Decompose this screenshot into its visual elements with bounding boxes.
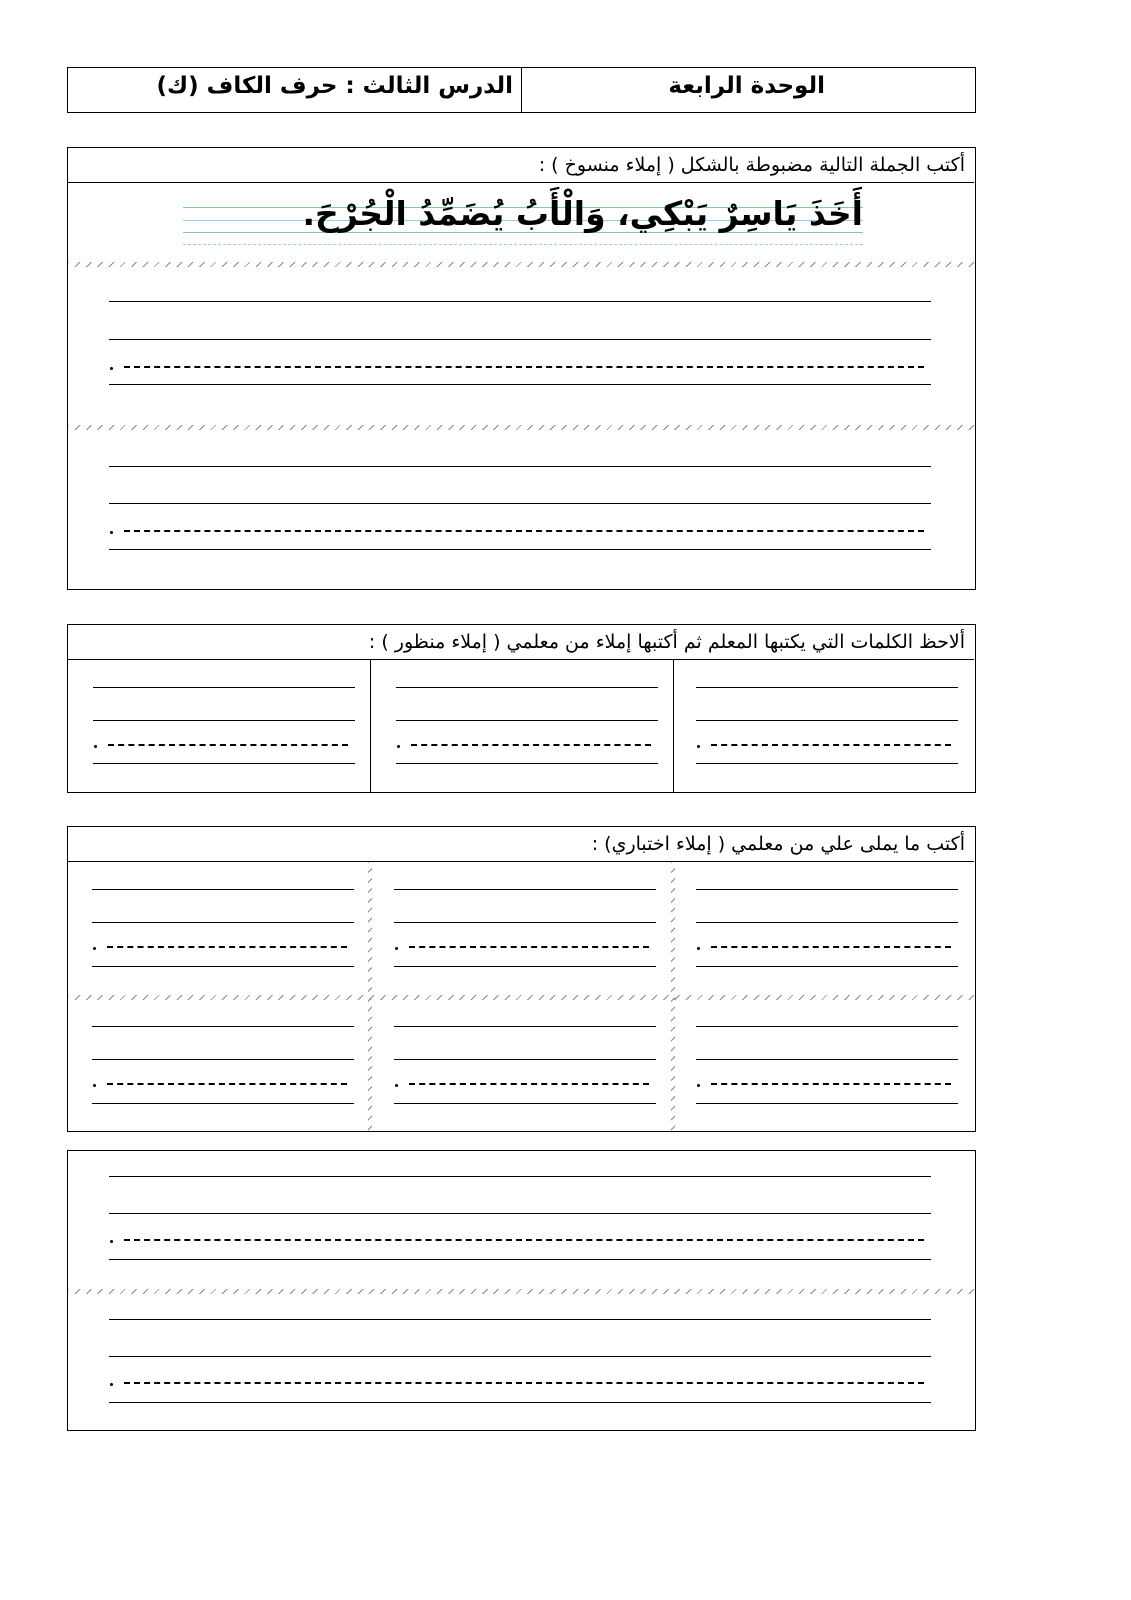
writing-line[interactable] <box>92 966 354 967</box>
instruction-divider <box>68 182 974 183</box>
writing-line[interactable] <box>109 1356 931 1357</box>
dashed-guide-line <box>409 946 649 948</box>
hatch-divider <box>68 262 974 267</box>
instruction-divider <box>68 659 974 660</box>
start-dot <box>94 745 97 748</box>
hatch-divider <box>68 425 974 430</box>
writing-line[interactable] <box>109 1402 931 1403</box>
writing-line[interactable] <box>696 720 958 721</box>
start-dot <box>697 1084 700 1087</box>
header-box <box>67 67 976 113</box>
dashed-guide-line <box>107 1083 347 1085</box>
writing-line[interactable] <box>696 1026 958 1027</box>
copy-dictation-instruction: أكتب الجملة التالية مضبوطة بالشكل ( إملاء منسوخ ) : <box>538 154 965 176</box>
start-dot <box>110 1240 113 1243</box>
writing-line[interactable] <box>109 1319 931 1320</box>
free-writing-section <box>67 1150 976 1431</box>
writing-line[interactable] <box>394 889 656 890</box>
start-dot <box>110 367 113 370</box>
writing-line[interactable] <box>696 922 958 923</box>
writing-line[interactable] <box>109 1259 931 1260</box>
observed-dictation-section <box>67 624 976 793</box>
start-dot <box>697 947 700 950</box>
writing-line[interactable] <box>109 301 931 302</box>
writing-line[interactable] <box>92 1059 354 1060</box>
writing-line[interactable] <box>109 384 931 385</box>
observed-dictation-instruction: ألاحظ الكلمات التي يكتبها المعلم ثم أكتبها إملاء من معلمي ( إملاء منظور ) : <box>368 631 965 653</box>
start-dot <box>93 947 96 950</box>
writing-line[interactable] <box>394 966 656 967</box>
writing-line[interactable] <box>92 1103 354 1104</box>
start-dot <box>395 1084 398 1087</box>
writing-line[interactable] <box>396 720 658 721</box>
unit-title: الوحدة الرابعة <box>668 73 825 99</box>
hatch-divider <box>68 995 974 1000</box>
instruction-divider <box>68 861 974 862</box>
writing-line[interactable] <box>696 966 958 967</box>
copy-dictation-section <box>67 147 976 590</box>
writing-line[interactable] <box>109 1213 931 1214</box>
test-dictation-instruction: أكتب ما يملى علي من معلمي ( إملاء اختباري) : <box>591 833 965 855</box>
dashed-guide-line <box>124 1382 924 1384</box>
start-dot <box>395 947 398 950</box>
guide-line-bottom <box>183 244 863 245</box>
writing-line[interactable] <box>394 1103 656 1104</box>
writing-line[interactable] <box>109 339 931 340</box>
writing-line[interactable] <box>109 466 931 467</box>
dashed-guide-line <box>711 946 951 948</box>
dashed-guide-line <box>711 1083 951 1085</box>
dashed-guide-line <box>107 946 347 948</box>
writing-line[interactable] <box>396 763 658 764</box>
test-dictation-section <box>67 826 976 1132</box>
dashed-guide-line <box>108 744 348 746</box>
writing-line[interactable] <box>696 1059 958 1060</box>
writing-line[interactable] <box>394 1026 656 1027</box>
dashed-guide-line <box>409 1083 649 1085</box>
writing-line[interactable] <box>394 1059 656 1060</box>
writing-line[interactable] <box>93 720 355 721</box>
writing-line[interactable] <box>109 503 931 504</box>
start-dot <box>397 745 400 748</box>
writing-line[interactable] <box>92 1026 354 1027</box>
start-dot <box>93 1084 96 1087</box>
header-divider <box>521 68 522 112</box>
writing-line[interactable] <box>109 549 931 550</box>
writing-line[interactable] <box>696 889 958 890</box>
writing-line[interactable] <box>696 687 958 688</box>
writing-line[interactable] <box>696 763 958 764</box>
start-dot <box>697 745 700 748</box>
writing-line[interactable] <box>109 1176 931 1177</box>
hatch-divider <box>68 1289 974 1294</box>
writing-line[interactable] <box>93 687 355 688</box>
writing-line[interactable] <box>394 922 656 923</box>
start-dot <box>110 531 113 534</box>
writing-line[interactable] <box>92 922 354 923</box>
dashed-guide-line <box>411 744 651 746</box>
column-divider <box>673 660 674 792</box>
start-dot <box>110 1383 113 1386</box>
column-divider <box>370 660 371 792</box>
writing-line[interactable] <box>396 687 658 688</box>
dashed-guide-line <box>124 1239 924 1241</box>
lesson-title: الدرس الثالث : حرف الكاف (ك) <box>156 73 513 99</box>
dashed-guide-line <box>711 744 951 746</box>
writing-line[interactable] <box>696 1103 958 1104</box>
writing-line[interactable] <box>93 763 355 764</box>
writing-line[interactable] <box>92 889 354 890</box>
dashed-guide-line <box>124 366 924 368</box>
dashed-guide-line <box>124 530 924 532</box>
model-sentence: أَخَذَ يَاسِرٌ يَبْكِي، وَالْأَبُ يُضَمِّدُ الْجُرْحَ. <box>302 194 863 233</box>
